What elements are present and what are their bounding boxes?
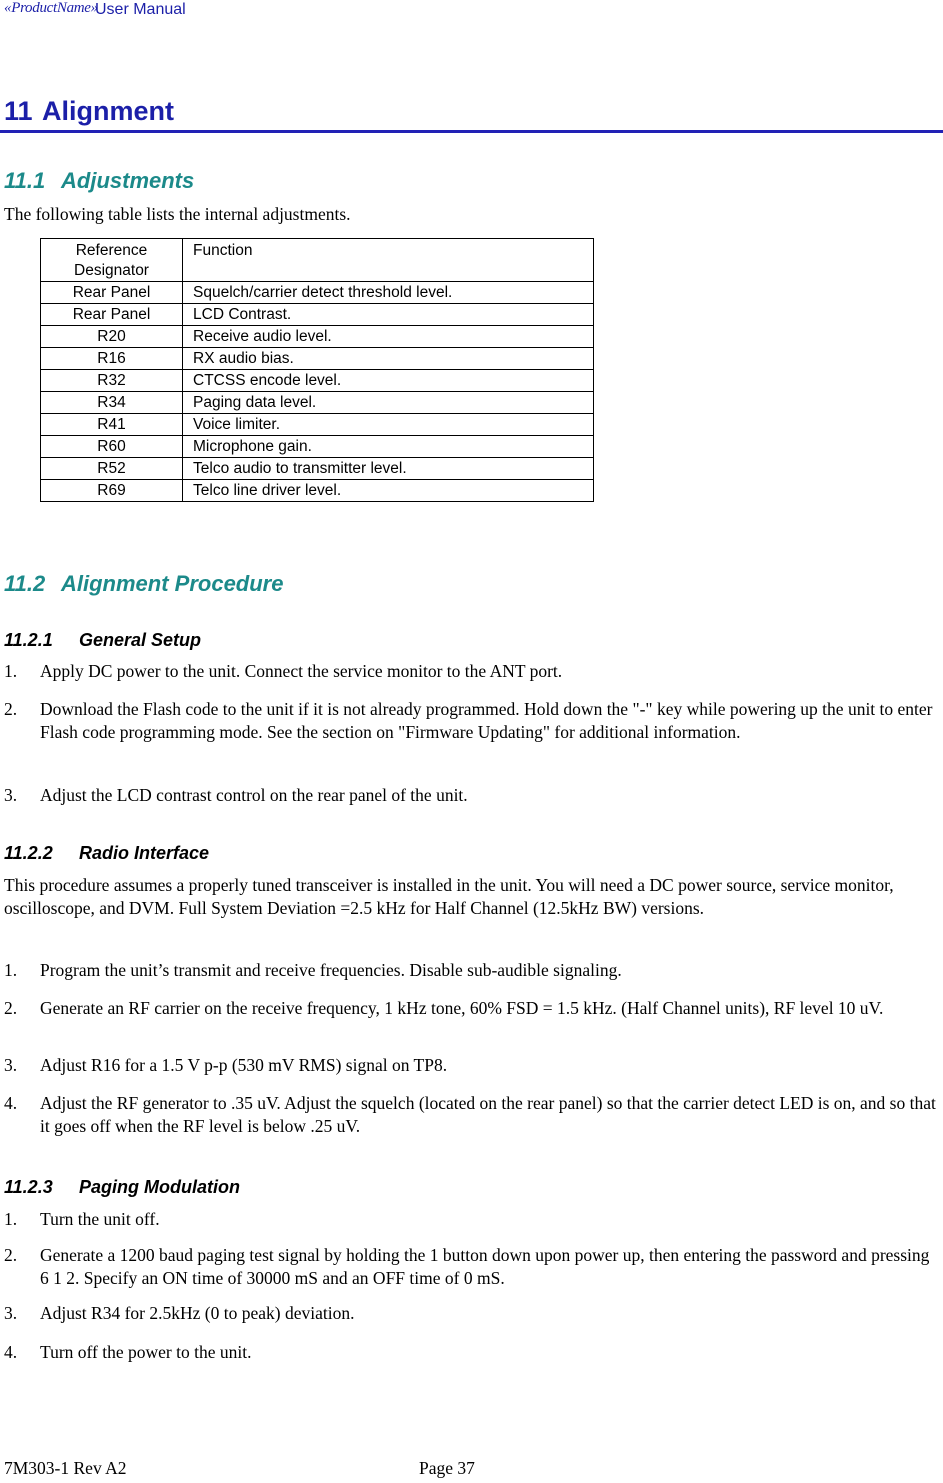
table-row xyxy=(41,282,594,304)
function-cell: CTCSS encode level. xyxy=(183,370,594,392)
list-item: 3. Adjust the LCD contrast control on the rear panel of the unit. xyxy=(4,785,468,805)
subsection-title: Adjustments xyxy=(61,168,195,193)
adjustments-table xyxy=(40,238,594,502)
heading-number: 11.2.2 xyxy=(4,843,53,863)
document-number: 7M303-1 Rev A2 xyxy=(4,1458,127,1478)
section-title: Alignment xyxy=(42,96,174,126)
product-name-field: «ProductName» xyxy=(4,0,98,16)
table-row xyxy=(41,480,594,502)
reference-cell: R16 xyxy=(41,348,183,370)
subsection-number: 11.1 xyxy=(4,168,46,193)
table-row xyxy=(41,370,594,392)
list-item: 2. Generate a 1200 baud paging test signal by holding the 1 button down upon power up, then entering the password and pressing 6 1 2. Specify an ON time of 30000 mS and an OFF time of 0 mS. xyxy=(4,1245,930,1288)
page-number: Page 37 xyxy=(419,1458,475,1478)
adjustments-intro: The following table lists the internal adjustments. xyxy=(4,204,351,224)
heading-rule xyxy=(0,130,943,133)
list-item: 1. Apply DC power to the unit. Connect the service monitor to the ANT port. xyxy=(4,661,563,681)
list-item: 4. Adjust the RF generator to .35 uV. Adjust the squelch (located on the rear panel) so that the carrier detect LED is on, and so that it goes off when the RF level is below .25 uV. xyxy=(4,1093,936,1136)
subsection-title: Alignment Procedure xyxy=(61,571,284,596)
function-cell: Paging data level. xyxy=(183,392,594,414)
function-cell: Microphone gain. xyxy=(183,436,594,458)
list-item: 1. Program the unit’s transmit and receive frequencies. Disable sub-audible signaling. xyxy=(4,960,622,980)
heading-general-setup xyxy=(4,630,201,651)
function-cell: Voice limiter. xyxy=(183,414,594,436)
table-row xyxy=(41,436,594,458)
section-heading xyxy=(4,96,174,127)
reference-cell: Rear Panel xyxy=(41,282,183,304)
list-item: 3. Adjust R16 for a 1.5 V p-p (530 mV RMS) signal on TP8. xyxy=(4,1055,448,1075)
column-header-function: Function xyxy=(183,239,594,282)
heading-number: 11.2.1 xyxy=(4,630,53,650)
reference-cell: R20 xyxy=(41,326,183,348)
section-number: 11 xyxy=(4,96,33,126)
function-cell: LCD Contrast. xyxy=(183,304,594,326)
list-item: 4. Turn off the power to the unit. xyxy=(4,1342,252,1362)
reference-cell: R69 xyxy=(41,480,183,502)
table-row xyxy=(41,304,594,326)
table-row xyxy=(41,326,594,348)
subsection-heading-procedure xyxy=(4,571,283,597)
list-item: 2. Download the Flash code to the unit if it is not already programmed. Hold down the "-" key while powering up the unit to enter Flash code programming mode. See the section on "Firmware Updating" for additional information. xyxy=(4,699,933,742)
function-cell: RX audio bias. xyxy=(183,348,594,370)
radio-interface-intro: This procedure assumes a properly tuned transceiver is installed in the unit. You will need a DC power source, service monitor, oscilloscope, and DVM. Full System Deviation =2.5 kHz for Half Channel (12.5kHz BW) versions. xyxy=(4,875,894,918)
function-cell: Receive audio level. xyxy=(183,326,594,348)
table-row xyxy=(41,392,594,414)
heading-title: General Setup xyxy=(79,630,202,650)
heading-title: Radio Interface xyxy=(79,843,210,863)
list-item: 1. Turn the unit off. xyxy=(4,1209,160,1229)
column-header-reference: Reference Designator xyxy=(41,239,183,282)
reference-cell: R41 xyxy=(41,414,183,436)
table-row xyxy=(41,348,594,370)
table-row xyxy=(41,414,594,436)
reference-cell: R60 xyxy=(41,436,183,458)
header-title: User Manual xyxy=(95,1,186,18)
function-cell: Telco line driver level. xyxy=(183,480,594,502)
heading-paging-modulation xyxy=(4,1177,240,1198)
heading-radio-interface xyxy=(4,843,209,864)
function-cell: Telco audio to transmitter level. xyxy=(183,458,594,480)
reference-cell: Rear Panel xyxy=(41,304,183,326)
subsection-heading-adjustments xyxy=(4,168,194,194)
reference-cell: R52 xyxy=(41,458,183,480)
heading-number: 11.2.3 xyxy=(4,1177,53,1197)
list-item: 2. Generate an RF carrier on the receive frequency, 1 kHz tone, 60% FSD = 1.5 kHz. (Half Channel units), RF level 10 uV. xyxy=(4,998,884,1018)
table-row xyxy=(41,458,594,480)
function-cell: Squelch/carrier detect threshold level. xyxy=(183,282,594,304)
subsection-number: 11.2 xyxy=(4,571,46,596)
list-item: 3. Adjust R34 for 2.5kHz (0 to peak) deviation. xyxy=(4,1303,355,1323)
reference-cell: R32 xyxy=(41,370,183,392)
table-header-row xyxy=(41,239,594,282)
heading-title: Paging Modulation xyxy=(79,1177,240,1197)
reference-cell: R34 xyxy=(41,392,183,414)
